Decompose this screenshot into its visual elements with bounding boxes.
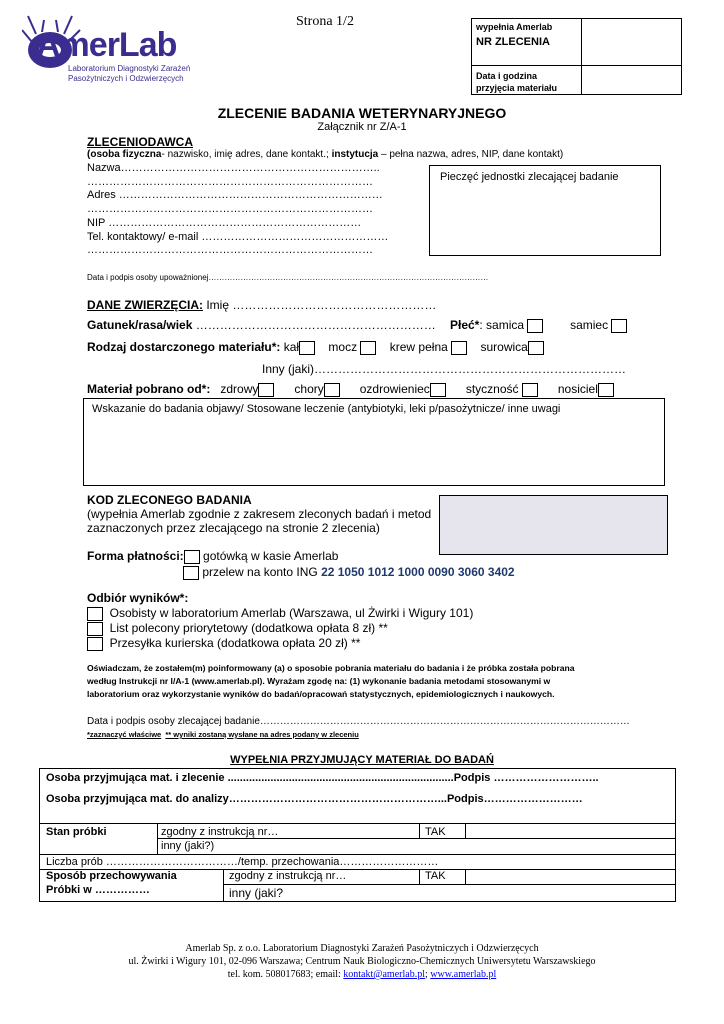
results-label: Odbiór wyników*: <box>87 591 189 605</box>
source-row: Materiał pobrano od*: zdrowy chory ozdrowieniec styczność nosiciel <box>87 382 614 397</box>
sample-state-label: Stan próbki <box>46 826 107 838</box>
footer-line-2: ul. Żwirki i Wigury 101, 02-096 Warszawa; Centrum Nauk Biologiczno-Chemicznych Uniwersytetu Warszawskiego <box>128 956 596 967</box>
stamp-box[interactable] <box>429 165 661 256</box>
carrier-checkbox[interactable] <box>598 383 614 397</box>
material-other[interactable]: Inny (jaki)…………………………………………………………………… <box>262 362 627 376</box>
receipt-date-label-2: przyjęcia materiału <box>476 83 558 93</box>
breed-row[interactable]: Gatunek/rasa/wiek …………………………………………………… <box>87 318 436 332</box>
orderer-heading: ZLECENIODAWCA <box>87 135 193 149</box>
storage-yes-label: TAK <box>425 870 446 882</box>
code-note-2: zaznaczonych przez zlecającego na stronie 2 zlecenia) <box>87 521 380 535</box>
results-personal-checkbox[interactable] <box>87 607 103 621</box>
cash-checkbox[interactable] <box>184 550 200 564</box>
blood-checkbox[interactable] <box>451 341 467 355</box>
orderer-phone-field[interactable]: Tel. kontaktowy/ e-mail …………………………………………… <box>87 231 389 243</box>
authorized-signature[interactable]: Data i podpis osoby upoważnionej…………………………………………………………………………………………… <box>87 273 489 282</box>
storage-ok-label: zgodny z instrukcją nr… <box>229 870 347 882</box>
state-other-label[interactable]: inny (jaki?) <box>161 840 215 852</box>
order-number-label: NR ZLECENIA <box>476 36 550 48</box>
sample-count[interactable]: Liczba prób ………………………………/temp. przechowania……………………… <box>46 856 439 868</box>
bank-account: 22 1050 1012 1000 0090 3060 3402 <box>321 565 515 579</box>
consent-line-3: laboratorium oraz wykorzystanie wyników do badań/opracowań statystycznych, epidemiologicznych i naukowych. <box>87 689 555 699</box>
footer-line-1: Amerlab Sp. z o.o. Laboratorium Diagnostyki Zarażeń Pasożytniczych i Odzwierzęcych <box>185 943 539 954</box>
code-heading: KOD ZLECONEGO BADANIA <box>87 493 252 507</box>
payment-row-2: przelew na konto ING 22 1050 1012 1000 0090 3060 3402 <box>183 565 515 580</box>
results-mail-checkbox[interactable] <box>87 622 103 636</box>
feces-checkbox[interactable] <box>299 341 315 355</box>
stamp-label: Pieczęć jednostki zlecającej badanie <box>440 171 619 183</box>
consent-line-1: Oświadczam, że zostałem(m) poinformowany (a) o sposobie pobrania materiału do badania i że próbka została pobrana <box>87 663 575 673</box>
sick-checkbox[interactable] <box>324 383 340 397</box>
page-subtitle: Załącznik nr Z/A-1 <box>317 121 407 133</box>
orderer-address-dots[interactable]: …………………………………………………………………… <box>87 203 373 215</box>
footnotes: *zaznaczyć właściwe ** wyniki zostaną wysłane na adres podany w zleceniu <box>87 730 359 739</box>
healthy-checkbox[interactable] <box>258 383 274 397</box>
receiver-row-2[interactable]: Osoba przyjmująca mat. do analizy…………………………………………………...Podpis……………………… <box>46 793 583 805</box>
orderer-phone-dots[interactable]: …………………………………………………………………… <box>87 244 373 256</box>
orderer-note: (osoba fizyczna- nazwisko, imię adres, dane kontakt.; instytucja – pełna nazwa, adres, NIP, dane kontakt) <box>87 149 564 160</box>
indication-box[interactable] <box>83 398 665 486</box>
male-checkbox[interactable] <box>611 319 627 333</box>
receiving-table <box>39 768 676 902</box>
payment-row-1: Forma płatności: gotówką w kasie Amerlab <box>87 549 339 563</box>
receipt-date-label-1: Data i godzina <box>476 71 538 81</box>
logo-subtitle-2: Pasożytniczych i Odzwierzęcych <box>68 74 184 83</box>
contact-checkbox[interactable] <box>522 383 538 397</box>
convalescent-checkbox[interactable] <box>430 383 446 397</box>
state-ok-label: zgodny z instrukcją nr… <box>161 826 279 838</box>
transfer-checkbox[interactable] <box>183 566 199 580</box>
orderer-name-field[interactable]: Nazwa…………………………………………………………….. <box>87 162 380 174</box>
website-link[interactable]: www.amerlab.pl <box>430 969 497 980</box>
material-row: Rodzaj dostarczonego materiału*: kał mocz krew pełna surowica <box>87 340 544 355</box>
footer-line-3: tel. kom. 508017683; email: kontakt@amerlab.pl; www.amerlab.pl <box>227 969 497 980</box>
lab-fill-label: wypełnia Amerlab <box>476 22 553 32</box>
orderer-address-field[interactable]: Adres ……………………………………………………………… <box>87 189 383 201</box>
code-box <box>439 495 668 555</box>
results-option-3: Przesyłka kurierska (dodatkowa opłata 20 zł) ** <box>87 636 360 651</box>
email-link[interactable]: kontakt@amerlab.pl <box>343 969 425 980</box>
page-number: Strona 1/2 <box>296 14 354 29</box>
sex-row: Płeć*: samica samiec <box>450 318 627 333</box>
orderer-signature[interactable]: Data i podpis osoby zlecającej badanie………………………………………………………………………………………………… <box>87 716 630 727</box>
receiving-title: WYPEŁNIA PRZYJMUJĄCY MATERIAŁ DO BADAŃ <box>230 754 494 766</box>
page-title: ZLECENIE BADANIA WETERYNARYJNEGO <box>217 105 507 121</box>
lab-box <box>471 18 682 95</box>
storage-other-label[interactable]: inny (jaki? <box>229 886 284 900</box>
consent-line-2: według Instrukcji nr I/A-1 (www.amerlab.pl). Wyrażam zgodę na: (1) wykonanie badania metodami stosowanymi w <box>87 676 551 686</box>
orderer-nip-field[interactable]: NIP …………………………………………………………… <box>87 217 362 229</box>
logo-subtitle-1: Laboratorium Diagnostyki Zarażeń <box>68 64 191 73</box>
indication-label: Wskazanie do badania objawy/ Stosowane leczenie (antybiotyki, leki p/pasożytnicze/ inne uwagi <box>92 403 561 415</box>
orderer-name-dots[interactable]: …………………………………………………………………… <box>87 176 373 188</box>
storage-label-2[interactable]: Próbki w …………… <box>46 884 150 896</box>
results-courier-checkbox[interactable] <box>87 637 103 651</box>
female-checkbox[interactable] <box>527 319 543 333</box>
urine-checkbox[interactable] <box>360 341 376 355</box>
receiver-row-1[interactable]: Osoba przyjmująca mat. i zlecenie ..........................................................................Podpis ……………………….. <box>46 772 599 784</box>
state-yes-label: TAK <box>425 826 446 838</box>
serum-checkbox[interactable] <box>528 341 544 355</box>
code-note-1: (wypełnia Amerlab zgodnie z zakresem zleconych badań i metod <box>87 507 432 521</box>
animal-name-row[interactable]: DANE ZWIERZĘCIA: Imię …………………………………………… <box>87 298 437 312</box>
logo-word: AmerLab <box>36 26 177 64</box>
results-option-2: List polecony priorytetowy (dodatkowa opłata 8 zł) ** <box>87 621 388 636</box>
results-option-1: Osobisty w laboratorium Amerlab (Warszawa, ul Żwirki i Wigury 101) <box>87 606 473 621</box>
storage-label-1: Sposób przechowywania <box>46 870 177 882</box>
logo <box>22 12 192 82</box>
